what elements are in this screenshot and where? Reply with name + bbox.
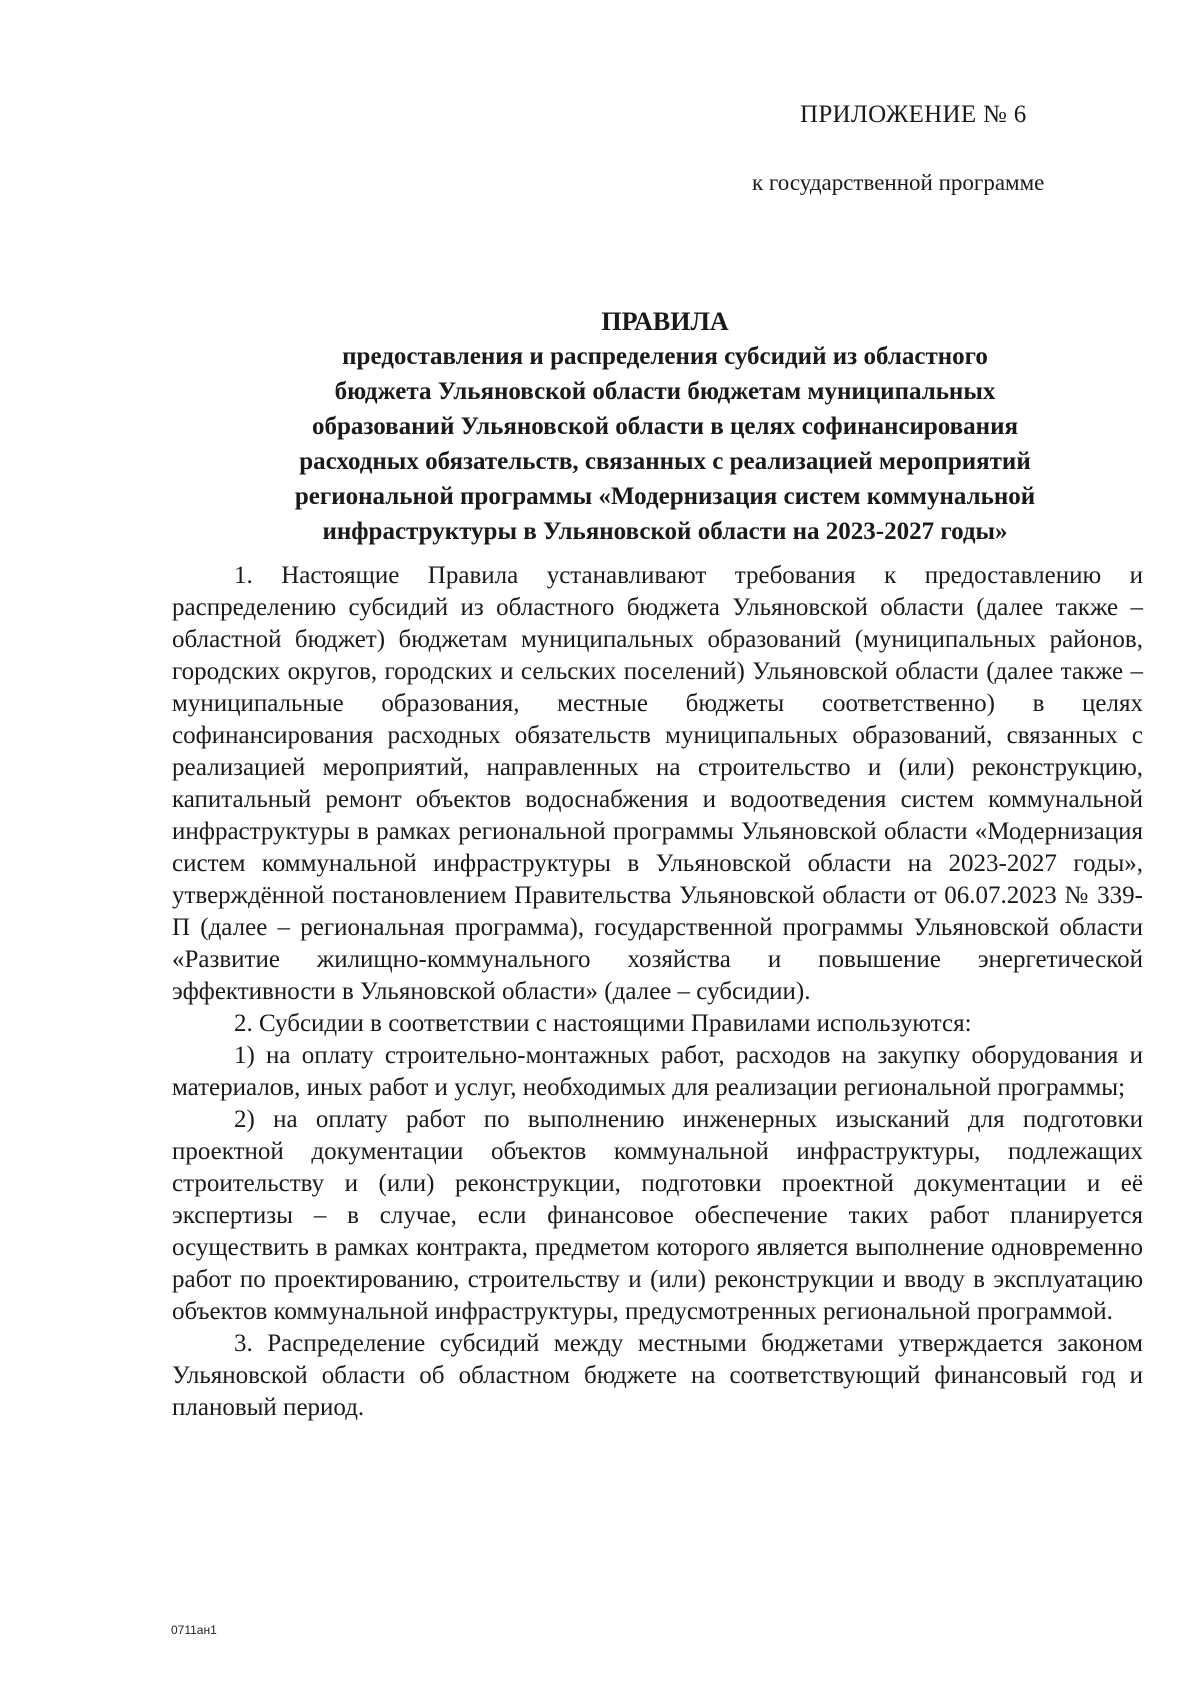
appendix-subtitle: к государственной программе: [752, 170, 1045, 195]
document-code: 0711ан1: [171, 1623, 217, 1637]
paragraph-1: 1. Настоящие Правила устанавливают требования к предоставлению и распределению субсидий из областного бюджета Ульяновской области (далее также – областной бюджет) бюджетам муниципальных образований (муниципальных районов, городских округов, городских и сельских поселений) Ульяновской области (далее также – муниципальные образования, местные бюджеты соответственно) в целях софинансирования расходных обязательств муниципальных образований, связанных с реализацией мероприятий, направленных на строительство и (или) реконструкцию, капитальный ремонт объектов водоснабжения и водоотведения систем коммунальной инфраструктуры в рамках региональной программы Ульяновской области «Модернизация систем коммунальной инфраструктуры в Ульяновской области на 2023-2027 годы», утверждённой постановлением Правительства Ульяновской области от 06.07.2023 № 339-П (далее – региональная программа), государственной программы Ульяновской области «Развитие жилищно-коммунального хозяйства и повышение энергетической эффективности в Ульяновской области» (далее – субсидии).: [172, 562, 1143, 1005]
title-line: расходных обязательств, связанных с реализацией мероприятий: [299, 448, 1031, 475]
document-body: [172, 560, 1143, 1424]
title-line: инфраструктуры в Ульяновской области на 2023-2027 годы»: [322, 518, 1008, 545]
title-line: региональной программы «Модернизация систем коммунальной: [294, 483, 1036, 510]
paragraph-3: 3. Распределение субсидий между местными бюджетами утверждается законом Ульяновской области об областном бюджете на соответствующий финансовый год и плановый период.: [172, 1330, 1143, 1421]
paragraph-2: 2. Субсидии в соответствии с настоящими Правилами используются:: [234, 1010, 972, 1037]
document-title: [170, 304, 1160, 549]
title-line: образований Ульяновской области в целях софинансирования: [311, 413, 1019, 440]
title-line: бюджета Ульяновской области бюджетам муниципальных: [334, 378, 996, 405]
paragraph-2-item-1: 1) на оплату строительно-монтажных работ, расходов на закупку оборудования и материалов, иных работ и услуг, необходимых для реализации региональной программы;: [172, 1042, 1143, 1101]
document-heading: ПРАВИЛА: [601, 307, 729, 336]
appendix-title: ПРИЛОЖЕНИЕ № 6: [800, 101, 1027, 128]
title-line: предоставления и распределения субсидий из областного: [342, 343, 988, 370]
paragraph-2-item-2: 2) на оплату работ по выполнению инженерных изысканий для подготовки проектной документации объектов коммунальной инфраструктуры, подлежащих строительству и (или) реконструкции, подготовки проектной документации и её экспертизы – в случае, если финансовое обеспечение таких работ планируется осуществить в рамках контракта, предметом которого является выполнение одновременно работ по проектированию, строительству и (или) реконструкции и вводу в эксплуатацию объектов коммунальной инфраструктуры, предусмотренных региональной программой.: [172, 1106, 1143, 1325]
